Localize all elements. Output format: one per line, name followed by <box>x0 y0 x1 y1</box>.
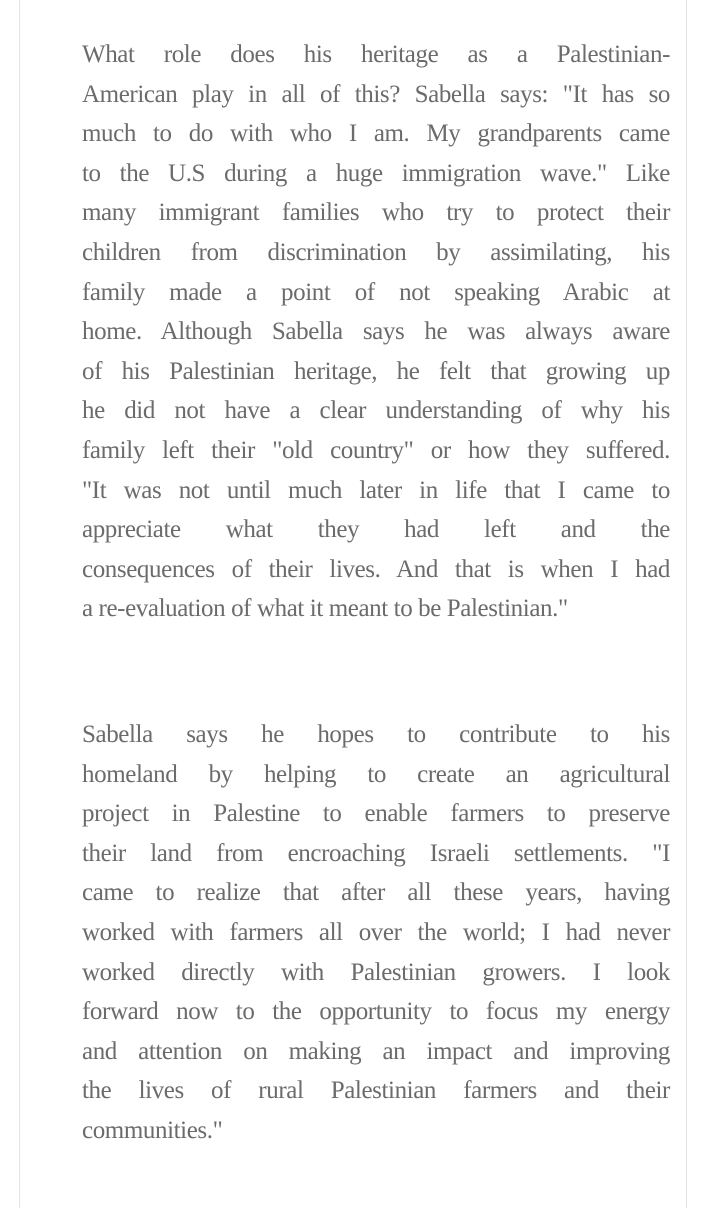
paragraph-line: the lives of rural Palestinian farmers and their <box>82 1077 670 1105</box>
paragraph-line: family left their "old country" or how they suffered. <box>82 436 670 464</box>
paragraph-line: worked directly with Palestinian growers. I look <box>82 958 670 986</box>
paragraph-line: forward now to the opportunity to focus my energy <box>82 998 670 1026</box>
paragraph-line: family made a point of not speaking Arabic at <box>82 278 670 306</box>
article-paragraph-homeland <box>82 715 670 1151</box>
paragraph-line: of his Palestinian heritage, he felt that growing up <box>82 357 670 385</box>
paragraph-line: communities." <box>82 1116 223 1144</box>
paragraph-line: their land from encroaching Israeli settlements. "I <box>82 839 670 867</box>
paragraph-line: came to realize that after all these years, having <box>82 879 670 907</box>
paragraph-line: many immigrant families who try to protect their <box>82 199 670 227</box>
paragraph-line: he did not have a clear understanding of why his <box>82 397 670 425</box>
paragraph-line: appreciate what they had left and the <box>82 516 670 544</box>
paragraph-line: homeland by helping to create an agricultural <box>82 760 670 788</box>
paragraph-line: Sabella says he hopes to contribute to his <box>82 721 670 748</box>
paragraph-line: What role does his heritage as a Palestinian- <box>82 41 670 68</box>
paragraph-line: home. Although Sabella says he was always aware <box>82 318 670 346</box>
paragraph-line: American play in all of this? Sabella says: "It has so <box>82 80 670 108</box>
paragraph-line: children from discrimination by assimilating, his <box>82 238 670 266</box>
article-paragraph-heritage <box>82 35 670 629</box>
paragraph-line: "It was not until much later in life that I came to <box>82 476 670 504</box>
paragraph-line: to the U.S during a huge immigration wave." Like <box>82 159 670 187</box>
article-card <box>19 0 687 1208</box>
paragraph-line: project in Palestine to enable farmers to preserve <box>82 800 670 828</box>
paragraph-line: a re-evaluation of what it meant to be Palestinian." <box>82 595 568 623</box>
paragraph-line: worked with farmers all over the world; I had never <box>82 918 670 946</box>
paragraph-line: much to do with who I am. My grandparents came <box>82 120 670 148</box>
paragraph-line: and attention on making an impact and improving <box>82 1037 670 1065</box>
paragraph-line: consequences of their lives. And that is when I had <box>82 555 670 583</box>
